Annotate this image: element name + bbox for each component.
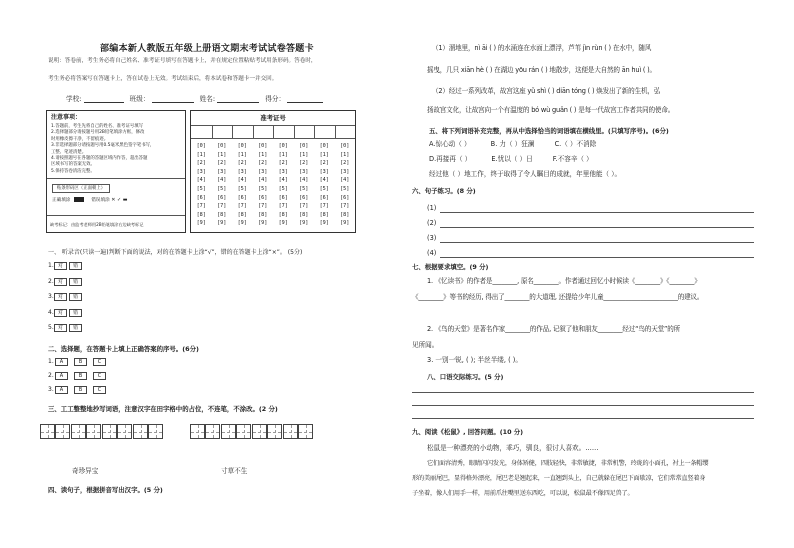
exam-digit-bubble[interactable]: [9]: [217, 220, 227, 227]
exam-digit-column: [273, 142, 294, 228]
s2-answer-row: [48, 358, 112, 366]
exam-digit-bubble[interactable]: [8]: [217, 211, 227, 218]
exam-digit-bubble[interactable]: [1]: [258, 151, 268, 158]
tianzige-box[interactable]: [252, 424, 267, 439]
section-5-options-row-1: [429, 140, 596, 148]
s8-answer-line[interactable]: [412, 418, 754, 419]
exam-digit-bubble[interactable]: [7]: [340, 203, 350, 210]
exam-digit-bubble[interactable]: [5]: [258, 185, 268, 192]
tianzige-box[interactable]: [102, 424, 117, 439]
exam-digit-bubble[interactable]: [3]: [237, 168, 247, 175]
exam-digit-bubble[interactable]: [5]: [278, 185, 288, 192]
notice-line: 3.非选择题部分请按题号用0.5毫米黑色签字笔书写，: [51, 143, 155, 149]
exam-digit-bubble[interactable]: [9]: [340, 220, 350, 227]
school-field[interactable]: [84, 95, 124, 103]
exam-digit-bubble[interactable]: [3]: [258, 168, 268, 175]
exam-digit-bubble[interactable]: [0]: [340, 143, 350, 149]
exam-digit-bubble[interactable]: [6]: [258, 194, 268, 201]
exam-digit-bubble[interactable]: [1]: [217, 151, 227, 158]
section-5-heading: 五、将下列词语补充完整，再从中选择恰当的词语填在横线里。(只填写序号)。(6分): [429, 127, 669, 135]
s6-answer-line[interactable]: [440, 257, 754, 258]
name-field[interactable]: [217, 95, 259, 103]
s2-item-number: 2.: [48, 372, 54, 379]
s1-answer-row: [48, 293, 84, 301]
option-d: D.再接再（ ）: [429, 155, 472, 163]
exam-digit-column: [212, 142, 233, 228]
option-bubble[interactable]: B: [74, 386, 87, 394]
s6-answer-line[interactable]: [440, 227, 754, 228]
s7-q1-line-1: 1. 《忆读书》的作者是________, 原名________。作者通过回忆小时候读《________》《________》: [427, 277, 701, 285]
exam-digit-column: [191, 142, 212, 228]
exam-digit-bubble[interactable]: [5]: [340, 185, 350, 192]
exam-digit-column: [253, 142, 274, 228]
s9-paragraph-1: 松鼠是一种漂亮的小动物，乖巧，驯良，很讨人喜欢。……: [427, 444, 599, 452]
true-bubble[interactable]: 对: [54, 324, 67, 332]
correct-fill-label: 正确填涂: [52, 198, 71, 203]
fill-example: [52, 197, 127, 204]
q4-1-line-2: 摇曳，几只 xiān hè ( ) 在湖边 yōu rán ( ) 地散步，这便是大自然的 ān huì ( )。: [427, 66, 656, 74]
grid-divider: [335, 125, 336, 138]
exam-digit-bubble[interactable]: [3]: [217, 168, 227, 175]
exam-digit-bubble[interactable]: [1]: [299, 151, 309, 158]
word-1: 奇珍异宝: [72, 467, 99, 475]
s9-paragraph-2-line-1: 它们面容清秀，眼睛闪闪发光，身体矫健，四肢轻快，非常敏捷，非常机警，玲珑的小面孔，衬上一条帽缨: [427, 460, 709, 467]
notice-box: [46, 110, 186, 233]
section-5-sentence: 经过他（ ）地工作，终于取得了令人瞩目的成就，年里他能（ ）。: [429, 170, 622, 178]
instruction-line-2: 考生务必将答案写在答题卡上，答在试卷上无效。考试结束后，将本试卷和答题卡一并交回。: [48, 76, 278, 82]
exam-digit-bubble[interactable]: [7]: [258, 203, 268, 210]
option-bubble[interactable]: B: [74, 372, 87, 380]
section-8-heading: 八、口语交际练习。(5 分): [427, 373, 504, 381]
s8-answer-line[interactable]: [412, 405, 754, 406]
exam-digit-bubble[interactable]: [3]: [196, 168, 206, 175]
class-field[interactable]: [152, 95, 194, 103]
exam-digit-bubble[interactable]: [2]: [278, 160, 288, 167]
exam-digit-bubble[interactable]: [2]: [196, 160, 206, 167]
wrong-fill-label: 错误填涂: [91, 198, 110, 203]
name-label: 姓名:: [199, 95, 216, 103]
exam-digit-column: [232, 142, 253, 228]
tianzige-box[interactable]: [55, 424, 70, 439]
option-bubble[interactable]: B: [74, 358, 87, 366]
tianzige-box[interactable]: [221, 424, 236, 439]
true-bubble[interactable]: 对: [54, 278, 67, 286]
option-b: B. 力（ ）狂澜: [490, 140, 535, 148]
false-bubble[interactable]: 错: [69, 309, 82, 317]
notice-line: 工整、笔迹清楚。: [51, 149, 87, 155]
exam-digit-bubble[interactable]: [0]: [299, 143, 309, 149]
option-a: A.惊心动（ ）: [429, 140, 471, 148]
exam-number-title: 准考证号: [260, 114, 286, 122]
option-bubble[interactable]: A: [55, 358, 68, 366]
grid-divider: [273, 125, 274, 138]
wrong-fill-icon: ✕ ✓ ▬: [111, 197, 128, 203]
exam-digit-bubble[interactable]: [4]: [196, 177, 206, 184]
tianzige-box[interactable]: [86, 424, 101, 439]
option-bubble[interactable]: C: [93, 358, 106, 366]
absent-mark-note: 缺考标记：由监考老师用2B铅笔填涂右边缺考标记: [50, 222, 144, 227]
tianzige-box[interactable]: [40, 424, 55, 439]
false-bubble[interactable]: 错: [69, 262, 82, 270]
exam-digit-bubble[interactable]: [2]: [258, 160, 268, 167]
notice-line: 1.答题前，考生先将自己的姓名、准考证号填写: [51, 124, 144, 129]
true-bubble[interactable]: 对: [54, 293, 67, 301]
exam-digit-bubble[interactable]: [2]: [217, 160, 227, 167]
grid-divider: [232, 125, 233, 138]
instruction-line-1: 说明：答卷前，考生务必将自己姓名、准考证号填写在答题卡上，并在规定位置粘贴考试用条形码。答卷时，: [48, 58, 317, 64]
exam-digit-bubble[interactable]: [7]: [319, 203, 329, 210]
option-bubble[interactable]: A: [55, 372, 68, 380]
exam-digit-bubble[interactable]: [7]: [237, 203, 247, 210]
section-7-heading: 七、根据要求填空。(9 分): [412, 263, 489, 271]
exam-digit-bubble[interactable]: [8]: [237, 211, 247, 218]
exam-digit-bubble[interactable]: [5]: [319, 185, 329, 192]
exam-digit-bubble[interactable]: [6]: [340, 194, 350, 201]
exam-digit-bubble[interactable]: [8]: [196, 211, 206, 218]
notice-line: 2.选择题部分请按题号用2B铅笔填涂方框，修改: [51, 130, 145, 136]
s2-answer-row: [48, 386, 112, 394]
exam-digit-bubble[interactable]: [5]: [299, 185, 309, 192]
true-bubble[interactable]: 对: [54, 262, 67, 270]
s1-answer-row: [48, 262, 84, 270]
exam-digit-bubble[interactable]: [2]: [237, 160, 247, 167]
barcode-area: 贴条形码区（正面朝上）: [52, 184, 110, 193]
exam-digit-bubble[interactable]: [5]: [196, 185, 206, 192]
exam-digit-bubble[interactable]: [4]: [340, 177, 350, 184]
notice-line: 4.请按照题号在各题的答题区域内作答，超出答题: [51, 156, 148, 162]
tianzige-box[interactable]: [267, 424, 282, 439]
exam-digit-bubble[interactable]: [6]: [319, 194, 329, 201]
tianzige-box[interactable]: [148, 424, 163, 439]
exam-digit-bubble[interactable]: [2]: [299, 160, 309, 167]
exam-digit-bubble[interactable]: [8]: [340, 211, 350, 218]
exam-digit-column: [335, 142, 356, 228]
s7-q2-line-2: 见所闻。: [412, 341, 439, 349]
section-2-heading: 二、选择题，在答题卡上填上正确答案的序号。(6分): [48, 345, 199, 353]
exam-digit-bubble[interactable]: [7]: [196, 203, 206, 210]
s9-paragraph-2-line-3: 子坐着，像人们用手一样，用前爪往嘴里送东西吃，可以说，松鼠最不像四足兽了。: [412, 490, 634, 497]
s1-item-number: 1.: [48, 262, 54, 269]
exam-digit-bubble[interactable]: [7]: [299, 203, 309, 210]
exam-digit-bubble[interactable]: [0]: [278, 143, 288, 149]
exam-digit-bubble[interactable]: [4]: [217, 177, 227, 184]
s6-item-number: (4): [427, 249, 437, 257]
exam-digit-bubble[interactable]: [6]: [217, 194, 227, 201]
exam-digit-bubble[interactable]: [5]: [217, 185, 227, 192]
exam-digit-bubble[interactable]: [3]: [340, 168, 350, 175]
exam-digit-bubble[interactable]: [4]: [258, 177, 268, 184]
notice-lines: [51, 124, 154, 175]
school-label: 学校:: [66, 95, 82, 103]
option-bubble[interactable]: A: [55, 386, 68, 394]
q4-2-line-2: 扬故宫文化，让故宫向一个有温度的 bó wù guǎn ( ) 是每一代故宫工作者共同的使命。: [427, 106, 675, 114]
q4-2-line-1: （2）经过一系列改革，故宫这座 yǔ shì ( ) diān tóng ( ) 焕发出了新的生机，弘: [432, 87, 661, 95]
exam-digit-bubble[interactable]: [4]: [278, 177, 288, 184]
page-title: 部编本新人教版五年级上册语文期末考试试卷答题卡: [100, 44, 314, 54]
exam-digit-bubble[interactable]: [9]: [319, 220, 329, 227]
exam-digit-column: [314, 142, 335, 228]
score-field[interactable]: [287, 95, 323, 103]
exam-digit-bubble[interactable]: [1]: [278, 151, 288, 158]
tianzige-box[interactable]: [133, 424, 148, 439]
s1-item-number: 2.: [48, 277, 54, 285]
info-row: [66, 95, 323, 103]
option-bubble[interactable]: C: [93, 372, 106, 380]
tianzige-box[interactable]: [236, 424, 251, 439]
exam-digit-bubble[interactable]: [1]: [340, 151, 350, 158]
exam-digit-bubble[interactable]: [0]: [217, 143, 227, 149]
tianzige-box[interactable]: [117, 424, 132, 439]
correct-fill-icon: [74, 197, 84, 202]
exam-digit-bubble[interactable]: [5]: [237, 185, 247, 192]
exam-digit-bubble[interactable]: [7]: [217, 203, 227, 210]
section-6-heading: 六、句子练习。(8 分): [412, 187, 476, 195]
true-bubble[interactable]: 对: [54, 309, 67, 317]
exam-digit-bubble[interactable]: [8]: [258, 211, 268, 218]
s1-answer-row: [48, 309, 84, 317]
s6-answer-line[interactable]: [440, 212, 754, 213]
s2-item-number: 3.: [48, 386, 54, 393]
s1-item-number: 5.: [48, 324, 54, 331]
s1-item-number: 4.: [48, 308, 54, 316]
exam-digit-bubble[interactable]: [4]: [299, 177, 309, 184]
exam-digit-bubble[interactable]: [3]: [278, 168, 288, 175]
notice-line: 时用橡皮擦干净，不留痕迹。: [51, 136, 109, 142]
exam-digit-bubble[interactable]: [9]: [258, 220, 268, 227]
exam-digit-bubble[interactable]: [0]: [258, 143, 268, 149]
section-4-heading: 四、读句子，根据拼音写出汉字。(5 分): [48, 486, 163, 494]
s1-answer-row: [48, 324, 84, 332]
option-e: E.忧以（ ）日: [491, 155, 533, 163]
exam-digit-bubble[interactable]: [3]: [319, 168, 329, 175]
exam-digit-bubble[interactable]: [9]: [299, 220, 309, 227]
s1-answer-row: [48, 278, 84, 286]
s1-item-number: 3.: [48, 293, 54, 300]
s9-paragraph-2-line-2: 形的美丽尾巴，显得格外漂亮，尾巴老是翘起来，一直翘到头上，自己就躲在尾巴下面歇凉，它们常常直竖着身: [412, 475, 706, 482]
section-9-heading: 九、阅读《松鼠》, 回答问题。(10 分): [412, 428, 524, 436]
exam-digit-bubble[interactable]: [8]: [319, 211, 329, 218]
section-1-heading: 一、 听录音(只读一遍)判断下面的说法，对的在答题卡上涂“√”，错的在答题卡上涂“×”。 (5分): [48, 249, 303, 256]
exam-digit-bubble[interactable]: [1]: [196, 151, 206, 158]
s2-item-number: 1.: [48, 358, 54, 365]
false-bubble[interactable]: 错: [69, 293, 82, 301]
s6-item-number: (3): [427, 234, 437, 242]
exam-digit-bubble[interactable]: [1]: [319, 151, 329, 158]
s2-answer-row: [48, 372, 112, 380]
exam-digit-bubble[interactable]: [6]: [278, 194, 288, 201]
exam-digit-bubble[interactable]: [6]: [299, 194, 309, 201]
exam-digit-bubble[interactable]: [4]: [319, 177, 329, 184]
exam-number-grid: [190, 110, 356, 233]
notice-line: 5.保持答卷清洁完整。: [51, 168, 95, 174]
exam-digit-bubble[interactable]: [1]: [237, 151, 247, 158]
word-2: 寸草不生: [221, 467, 248, 475]
s7-q1-line-2: 《________》等书的经历, 得出了________的大道理, 还提给少年儿童________________________的建议。: [412, 293, 704, 301]
notice-line: 区域书写的答案无效。: [51, 162, 95, 168]
exam-digit-bubble[interactable]: [2]: [319, 160, 329, 167]
class-label: 班级：: [129, 95, 150, 103]
grid-divider: [212, 125, 213, 138]
exam-digit-bubble[interactable]: [0]: [237, 143, 247, 149]
tianzige-box[interactable]: [283, 424, 298, 439]
q4-1-line-1: （1）溜地里，nì āi ( ) 的水涌连在水面上漂浮，芦苇 jìn rùn ( ) 在水中，随风: [432, 44, 652, 52]
exam-digit-bubble[interactable]: [2]: [340, 160, 350, 167]
grid-divider: [294, 125, 295, 138]
exam-digit-bubble[interactable]: [8]: [278, 211, 288, 218]
exam-digit-bubble[interactable]: [0]: [319, 143, 329, 149]
s6-item-number: (2): [427, 219, 437, 227]
exam-digit-bubble[interactable]: [4]: [237, 177, 247, 184]
s7-q2-line-1: 2. 《鸟的天堂》是著名作家________的作品, 记叙了他和朋友________经过“鸟的天堂”的所: [427, 325, 680, 333]
option-c: C.（ ）不消除: [554, 140, 597, 148]
s6-item-number: (1): [427, 204, 437, 212]
section-3-heading: 三、工工整整地抄写词语，注意汉字在田字格中的占位，不连笔，不涂改。(2 分): [48, 405, 278, 413]
false-bubble[interactable]: 错: [69, 324, 82, 332]
tianzige-box[interactable]: [298, 424, 313, 439]
exam-digit-bubble[interactable]: [8]: [299, 211, 309, 218]
s6-answer-line[interactable]: [440, 242, 754, 243]
exam-digit-column: [294, 142, 315, 228]
tianzige-box[interactable]: [190, 424, 205, 439]
tianzige-box[interactable]: [71, 424, 86, 439]
exam-digit-bubble[interactable]: [9]: [237, 220, 247, 227]
grid-divider: [314, 125, 315, 138]
exam-digit-bubble[interactable]: [6]: [196, 194, 206, 201]
false-bubble[interactable]: 错: [69, 278, 82, 286]
exam-digit-bubble[interactable]: [6]: [237, 194, 247, 201]
score-label: 得分：: [265, 95, 286, 103]
exam-digit-bubble[interactable]: [3]: [299, 168, 309, 175]
grid-divider: [253, 125, 254, 138]
exam-digit-bubble[interactable]: [0]: [196, 143, 206, 149]
s7-q3: 3. 一别一锐, ( ); 半丝半缕, ( )。: [427, 356, 522, 364]
section-5-options-row-2: [429, 155, 593, 163]
s8-answer-line[interactable]: [412, 392, 754, 393]
exam-digit-bubble[interactable]: [9]: [196, 220, 206, 227]
exam-digit-bubble[interactable]: [7]: [278, 203, 288, 210]
option-bubble[interactable]: C: [93, 386, 106, 394]
exam-digit-bubble[interactable]: [9]: [278, 220, 288, 227]
tianzige-box[interactable]: [205, 424, 220, 439]
notice-title: 注意事项：: [51, 114, 82, 121]
option-f: F.不容辛（ ）: [552, 155, 593, 163]
